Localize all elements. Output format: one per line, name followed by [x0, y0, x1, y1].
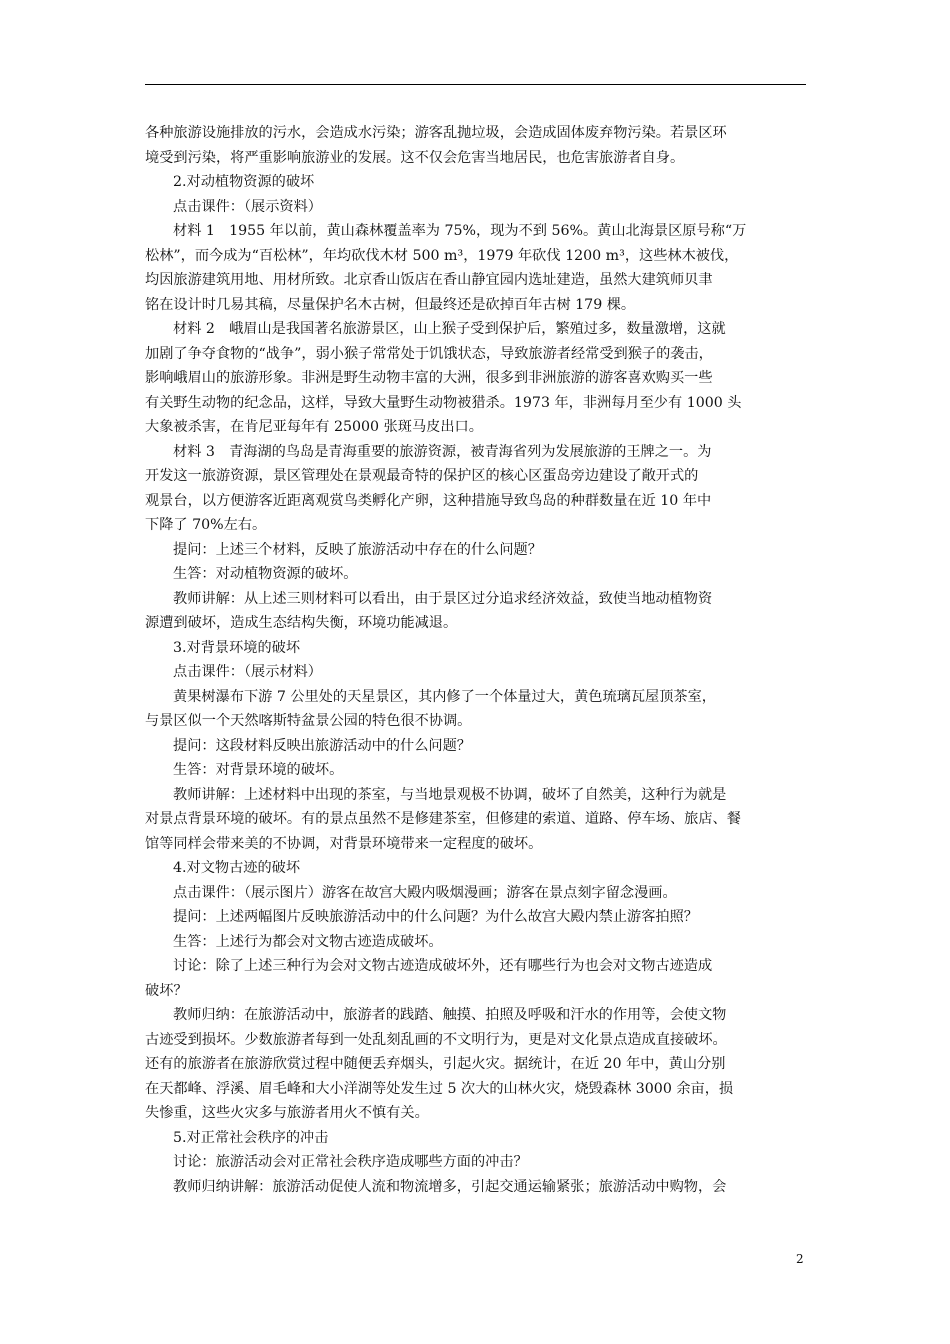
text-line: 加剧了争夺食物的“战争”，弱小猴子常常处于饥饿状态，导致旅游者经常受到猴子的袭击，: [145, 345, 713, 362]
text-line: 教师讲解：上述材料中出现的茶室，与当地景观极不协调，破坏了自然美，这种行为就是: [173, 786, 727, 803]
page-number: 2: [796, 1252, 804, 1266]
text-line: 提问：上述三个材料，反映了旅游活动中存在的什么问题？: [173, 541, 542, 558]
text-line: 对景点背景环境的破坏。有的景点虽然不是修建茶室，但修建的索道、道路、停车场、旅店、餐: [145, 811, 741, 827]
text-line: 源遭到破坏，造成生态结构失衡，环境功能减退。: [145, 615, 458, 631]
text-line: 有关野生动物的纪念品，这样，导致大量野生动物被猎杀。1973 年，非洲每月至少有 1000 头: [145, 394, 742, 411]
document-body: [145, 121, 806, 1199]
text-line: 提问：上述两幅图片反映旅游活动中的什么问题？为什么故宫大殿内禁止游客拍照？: [173, 909, 698, 925]
text-line: 讨论：旅游活动会对正常社会秩序造成哪些方面的冲击？: [173, 1154, 528, 1170]
text-line: 观景台，以方便游客近距离观赏鸟类孵化产卵，这种措施导致鸟岛的种群数量在近 10 年中: [145, 492, 712, 509]
text-line: 均因旅游建筑用地、用材所致。北京香山饭店在香山静宜园内选址建造，虽然大建筑师贝聿: [145, 272, 713, 288]
text-line: 提问：这段材料反映出旅游活动中的什么问题？: [173, 737, 471, 754]
text-line: 4.对文物古迹的破坏: [173, 860, 301, 876]
text-line: 馆等同样会带来美的不协调，对背景环境带来一定程度的破坏。: [145, 835, 543, 852]
text-line: 开发这一旅游资源，景区管理处在景观最奇特的保护区的核心区蛋岛旁边建设了敞开式的: [145, 468, 699, 484]
text-line: 松林”，而今成为“百松林”，年均砍伐木材 500 m³，1979 年砍伐 1200 m³，这些林木被伐，: [145, 247, 739, 264]
text-line: 材料 2 峨眉山是我国著名旅游景区，山上猴子受到保护后，繁殖过多，数量激增，这就: [173, 321, 726, 337]
text-line: 2.对动植物资源的破坏: [173, 174, 315, 190]
text-line: 铭在设计时几易其稿，尽量保护名木古树，但最终还是砍掉百年古树 179 棵。: [145, 296, 636, 313]
text-line: 还有的旅游者在旅游欣赏过程中随便丢弃烟头，引起火灾。据统计，在近 20 年中，黄山分别: [145, 1056, 726, 1072]
text-line: 点击课件：（展示材料）: [173, 664, 322, 680]
text-line: 失惨重，这些火灾多与旅游者用火不慎有关。: [145, 1105, 429, 1121]
text-line: 点击课件：（展示资料）: [173, 198, 322, 215]
text-line: 与景区似一个天然喀斯特盆景公园的特色很不协调。: [145, 713, 472, 729]
text-line: 下降了 70%左右。: [145, 517, 267, 533]
text-line: 教师归纳：在旅游活动中，旅游者的践踏、触摸、拍照及呼吸和汗水的作用等，会使文物: [173, 1007, 727, 1023]
text-line: 破坏？: [145, 982, 188, 999]
text-line: 生答：上述行为都会对文物古迹造成破坏。: [173, 933, 443, 950]
text-line: 生答：对动植物资源的破坏。: [173, 566, 358, 582]
text-line: 点击课件：（展示图片）游客在故宫大殿内吸烟漫画；游客在景点刻字留念漫画。: [173, 884, 677, 901]
text-line: 影响峨眉山的旅游形象。非洲是野生动物丰富的大洲，很多到非洲旅游的游客喜欢购买一些: [145, 370, 713, 386]
text-line: 生答：对背景环境的破坏。: [173, 762, 344, 778]
text-line: 在天都峰、浮溪、眉毛峰和大小洋湖等处发生过 5 次大的山林火灾，烧毁森林 3000 余亩，损: [145, 1080, 734, 1097]
text-line: 3.对背景环境的破坏: [173, 639, 301, 656]
text-line: 材料 3 青海湖的鸟岛是青海重要的旅游资源，被青海省列为发展旅游的王牌之一。为: [173, 443, 712, 460]
text-line: 教师讲解：从上述三则材料可以看出，由于景区过分追求经济效益，致使当地动植物资: [173, 590, 713, 607]
text-line: 黄果树瀑布下游 7 公里处的天星景区，其内修了一个体量过大，黄色琉璃瓦屋顶茶室，: [173, 688, 716, 705]
text-line: 大象被杀害，在肯尼亚每年有 25000 张斑马皮出口。: [145, 419, 483, 435]
text-line: 5.对正常社会秩序的冲击: [173, 1129, 329, 1146]
text-line: 境受到污染，将严重影响旅游业的发展。这不仅会危害当地居民，也危害旅游者自身。: [145, 149, 685, 166]
text-line: 各种旅游设施排放的污水，会造成水污染；游客乱抛垃圾，会造成固体废弃物污染。若景区环: [145, 125, 727, 141]
text-line: 材料 1 1955 年以前，黄山森林覆盖率为 75%，现为不到 56%。黄山北海景区原号称“万: [173, 223, 747, 239]
text-line: 讨论：除了上述三种行为会对文物古迹造成破坏外，还有哪些行为也会对文物古迹造成: [173, 958, 713, 974]
text-line: 古迹受到损坏。少数旅游者每到一处乱刻乱画的不文明行为，更是对文化景点造成直接破坏。: [145, 1031, 727, 1048]
header-rule: [145, 84, 806, 85]
text-line: 教师归纳讲解：旅游活动促使人流和物流增多，引起交通运输紧张；旅游活动中购物，会: [173, 1178, 727, 1195]
